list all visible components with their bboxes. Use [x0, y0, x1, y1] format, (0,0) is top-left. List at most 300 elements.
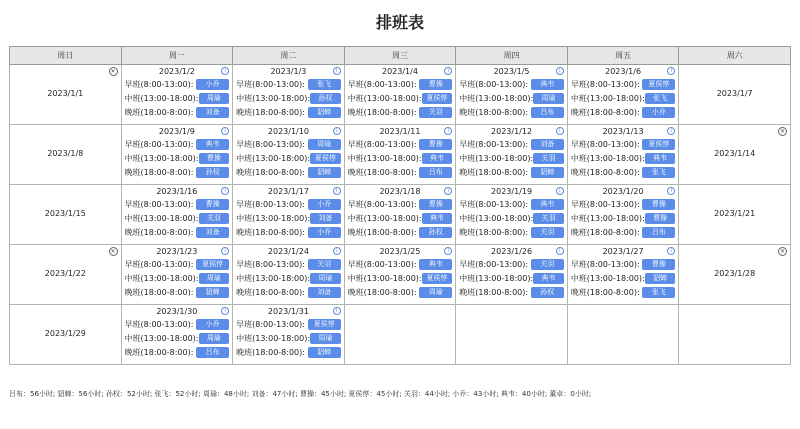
shift-row [456, 77, 567, 91]
weekday-header: 周六 [679, 47, 791, 65]
shift-label: 晚班(18:00-8:00): [459, 107, 529, 117]
staff-button[interactable]: 典韦 [419, 259, 452, 270]
staff-button[interactable]: 刘备 [308, 287, 341, 298]
staff-button[interactable]: 关羽 [199, 213, 230, 224]
info-circle-icon[interactable]: i [221, 127, 229, 135]
workday-cell [233, 65, 345, 125]
staff-button[interactable]: 曹操 [642, 199, 675, 210]
day-date: 2023/1/17 [267, 187, 309, 196]
schedule-calendar [9, 46, 791, 365]
shift-row [568, 225, 679, 239]
info-circle-icon[interactable]: i [333, 67, 341, 75]
info-circle-icon[interactable]: i [221, 247, 229, 255]
shift-row [456, 257, 567, 271]
staff-button[interactable]: 夏侯惇 [422, 93, 453, 104]
shift-label: 中班(13:00-18:00): [124, 333, 199, 343]
day-date: 2023/1/23 [156, 247, 198, 256]
day-date: 2023/1/5 [493, 67, 530, 76]
staff-button[interactable]: 张飞 [642, 167, 675, 178]
staff-button[interactable]: 貂蝉 [645, 273, 676, 284]
staff-button[interactable]: 典韦 [531, 79, 564, 90]
workday-cell [344, 245, 456, 305]
shift-label: 晚班(18:00-8:00): [347, 287, 417, 297]
staff-button[interactable]: 小乔 [196, 319, 229, 330]
shift-label: 早班(8:00-13:00): [236, 259, 305, 269]
staff-button[interactable]: 关羽 [533, 153, 564, 164]
shift-label: 中班(13:00-18:00): [124, 213, 199, 223]
day-date: 2023/1/2 [158, 67, 195, 76]
shift-row [345, 257, 456, 271]
shift-row [122, 91, 233, 105]
shift-row [122, 331, 233, 345]
shift-label: 中班(13:00-18:00): [570, 273, 645, 283]
staff-button[interactable]: 周瑜 [199, 333, 230, 344]
staff-button[interactable]: 吕布 [642, 227, 675, 238]
shift-label: 晚班(18:00-8:00): [347, 107, 417, 117]
day-date: 2023/1/13 [602, 127, 644, 136]
staff-button[interactable]: 貂蝉 [308, 107, 341, 118]
shift-row [456, 105, 567, 119]
shift-label: 中班(13:00-18:00): [236, 273, 311, 283]
shift-row [122, 197, 233, 211]
weekend-date: 2023/1/28 [714, 269, 756, 278]
workday-cell [233, 245, 345, 305]
staff-button[interactable]: 周瑜 [308, 139, 341, 150]
shift-row [122, 271, 233, 285]
shift-row [233, 345, 344, 359]
shift-row [345, 211, 456, 225]
shift-label: 中班(13:00-18:00): [124, 93, 199, 103]
day-date: 2023/1/11 [379, 127, 421, 136]
staff-button[interactable]: 周瑜 [199, 93, 230, 104]
day-date: 2023/1/24 [267, 247, 309, 256]
shift-label: 早班(8:00-13:00): [236, 199, 305, 209]
day-date: 2023/1/4 [382, 67, 418, 76]
staff-button[interactable]: 周瑜 [310, 333, 341, 344]
workday-cell [121, 125, 233, 185]
staff-button[interactable]: 貂蝉 [531, 167, 564, 178]
shift-row [233, 271, 344, 285]
shift-row [122, 165, 233, 179]
info-circle-icon[interactable]: i [556, 187, 564, 195]
shift-row [456, 285, 567, 299]
shift-row [122, 345, 233, 359]
staff-button[interactable]: 刘备 [196, 107, 229, 118]
day-date: 2023/1/3 [270, 67, 307, 76]
staff-button[interactable]: 典韦 [422, 153, 453, 164]
weekday-header: 周五 [567, 47, 679, 65]
shift-label: 晚班(18:00-8:00): [570, 287, 640, 297]
shift-label: 中班(13:00-18:00): [347, 273, 422, 283]
info-circle-icon[interactable]: i [444, 127, 452, 135]
weekend-cell [679, 245, 791, 305]
shift-label: 晚班(18:00-8:00): [236, 167, 305, 177]
weekend-cell [679, 65, 791, 125]
weekend-cell [10, 65, 122, 125]
workday-cell [233, 125, 345, 185]
shift-row [233, 165, 344, 179]
staff-button[interactable]: 关羽 [531, 227, 564, 238]
shift-label: 早班(8:00-13:00): [124, 79, 194, 89]
info-circle-icon[interactable]: i [221, 187, 229, 195]
staff-button[interactable]: 貂蝉 [308, 347, 341, 358]
shift-row [456, 197, 567, 211]
shift-row [233, 197, 344, 211]
weekend-date: 2023/1/7 [716, 89, 753, 98]
shift-row [233, 91, 344, 105]
day-date: 2023/1/10 [267, 127, 309, 136]
staff-button[interactable]: 吕布 [419, 167, 452, 178]
staff-button[interactable]: 典韦 [196, 139, 229, 150]
weekday-header: 周二 [233, 47, 345, 65]
staff-button[interactable]: 关羽 [308, 259, 341, 270]
day-date: 2023/1/27 [602, 247, 644, 256]
staff-button[interactable]: 典韦 [531, 199, 564, 210]
close-circle-icon[interactable]: ✕ [779, 128, 786, 135]
info-circle-icon[interactable]: i [333, 247, 341, 255]
staff-button[interactable]: 孙权 [531, 287, 564, 298]
staff-button[interactable]: 夏侯惇 [642, 139, 675, 150]
shift-label: 晚班(18:00-8:00): [124, 227, 194, 237]
shift-label: 晚班(18:00-8:00): [459, 287, 529, 297]
week-row [10, 65, 791, 125]
shift-label: 中班(13:00-18:00): [236, 153, 311, 163]
staff-button[interactable]: 典韦 [645, 153, 676, 164]
staff-button[interactable]: 夏侯惇 [642, 79, 675, 90]
staff-button[interactable]: 张飞 [642, 287, 675, 298]
weekend-date: 2023/1/22 [44, 269, 86, 278]
day-date: 2023/1/19 [491, 187, 533, 196]
shift-row [122, 151, 233, 165]
day-date: 2023/1/18 [379, 187, 421, 196]
weekday-header-row [10, 47, 791, 65]
staff-button[interactable]: 夏侯惇 [422, 273, 453, 284]
day-date: 2023/1/20 [602, 187, 644, 196]
shift-row [233, 285, 344, 299]
shift-label: 早班(8:00-13:00): [124, 259, 194, 269]
info-circle-icon[interactable]: i [556, 67, 564, 75]
staff-button[interactable]: 曹操 [419, 199, 452, 210]
shift-label: 晚班(18:00-8:00): [236, 347, 305, 357]
info-circle-icon[interactable]: i [556, 247, 564, 255]
staff-button[interactable]: 周瑜 [310, 273, 341, 284]
shift-label: 早班(8:00-13:00): [459, 79, 529, 89]
page-title: 排班表 [375, 13, 424, 32]
weekday-header: 周一 [121, 47, 233, 65]
weekday-header: 周三 [344, 47, 456, 65]
shift-label: 晚班(18:00-8:00): [124, 107, 194, 117]
shift-row [122, 77, 233, 91]
weekday-header: 周四 [456, 47, 568, 65]
shift-row [456, 137, 567, 151]
shift-row [568, 211, 679, 225]
staff-button[interactable]: 刘备 [196, 227, 229, 238]
day-date: 2023/1/31 [267, 307, 309, 316]
workday-cell [121, 185, 233, 245]
shift-label: 中班(13:00-18:00): [347, 153, 422, 163]
shift-row [568, 165, 679, 179]
workday-cell [567, 245, 679, 305]
day-date: 2023/1/16 [156, 187, 198, 196]
shift-label: 中班(13:00-18:00): [236, 333, 311, 343]
shift-row [345, 165, 456, 179]
shift-row [122, 257, 233, 271]
shift-row [122, 285, 233, 299]
day-date: 2023/1/6 [605, 67, 642, 76]
shift-row [233, 331, 344, 345]
staff-button[interactable]: 关羽 [531, 259, 564, 270]
shift-label: 晚班(18:00-8:00): [124, 287, 194, 297]
shift-row [122, 211, 233, 225]
shift-row [233, 105, 344, 119]
day-date: 2023/1/12 [491, 127, 533, 136]
shift-row [233, 317, 344, 331]
staff-button[interactable]: 关羽 [419, 107, 452, 118]
shift-row [233, 137, 344, 151]
shift-label: 早班(8:00-13:00): [570, 259, 640, 269]
shift-label: 中班(13:00-18:00): [459, 273, 534, 283]
shift-row [233, 77, 344, 91]
shift-label: 晚班(18:00-8:00): [124, 167, 194, 177]
shift-label: 晚班(18:00-8:00): [236, 107, 305, 117]
shift-row [568, 257, 679, 271]
shift-label: 晚班(18:00-8:00): [570, 167, 640, 177]
shift-label: 早班(8:00-13:00): [236, 319, 305, 329]
info-circle-icon[interactable]: i [221, 67, 229, 75]
shift-label: 晚班(18:00-8:00): [236, 227, 305, 237]
weekend-cell [10, 185, 122, 245]
shift-row [345, 91, 456, 105]
close-circle-icon[interactable]: ✕ [110, 248, 116, 255]
info-circle-icon[interactable]: i [444, 247, 452, 255]
shift-row [345, 285, 456, 299]
shift-label: 晚班(18:00-8:00): [347, 167, 417, 177]
shift-label: 中班(13:00-18:00): [236, 93, 311, 103]
shift-row [345, 225, 456, 239]
weekend-date: 2023/1/15 [44, 209, 86, 218]
empty-cell [456, 305, 568, 365]
workday-cell [456, 185, 568, 245]
shift-row [568, 91, 679, 105]
workday-cell [233, 305, 345, 365]
weekend-cell [10, 125, 122, 185]
staff-button[interactable]: 典韦 [533, 273, 564, 284]
shift-label: 中班(13:00-18:00): [459, 213, 534, 223]
staff-button[interactable]: 吕布 [531, 107, 564, 118]
workday-cell [567, 125, 679, 185]
week-row [10, 305, 791, 365]
staff-button[interactable]: 张飞 [308, 79, 341, 90]
day-date: 2023/1/25 [379, 247, 421, 256]
close-circle-icon[interactable]: ✕ [779, 248, 786, 255]
shift-label: 早班(8:00-13:00): [459, 199, 529, 209]
shift-label: 早班(8:00-13:00): [124, 139, 194, 149]
weekend-cell [10, 245, 122, 305]
workday-cell [233, 185, 345, 245]
day-date: 2023/1/26 [491, 247, 533, 256]
shift-label: 中班(13:00-18:00): [347, 213, 422, 223]
staff-button[interactable]: 曹操 [196, 199, 229, 210]
workday-cell [567, 65, 679, 125]
shift-label: 早班(8:00-13:00): [570, 79, 640, 89]
shift-row [345, 197, 456, 211]
staff-button[interactable]: 曹操 [645, 213, 676, 224]
shift-row [456, 91, 567, 105]
shift-label: 中班(13:00-18:00): [570, 153, 645, 163]
weekend-date: 2023/1/21 [714, 209, 756, 218]
info-circle-icon[interactable]: i [667, 187, 675, 195]
shift-row [233, 151, 344, 165]
workday-cell [344, 65, 456, 125]
workday-cell [344, 185, 456, 245]
shift-label: 早班(8:00-13:00): [459, 259, 529, 269]
staff-button[interactable]: 小乔 [196, 79, 229, 90]
weekend-date: 2023/1/1 [47, 89, 84, 98]
shift-label: 早班(8:00-13:00): [124, 319, 194, 329]
staff-button[interactable]: 孙权 [196, 167, 229, 178]
shift-label: 中班(13:00-18:00): [236, 213, 311, 223]
shift-row [345, 137, 456, 151]
shift-label: 中班(13:00-18:00): [570, 93, 645, 103]
info-circle-icon[interactable]: i [667, 247, 675, 255]
shift-row [345, 105, 456, 119]
workday-cell [456, 245, 568, 305]
shift-row [568, 151, 679, 165]
week-row [10, 125, 791, 185]
weekend-date: 2023/1/8 [47, 149, 84, 158]
staff-button[interactable]: 夏侯惇 [310, 153, 341, 164]
shift-row [122, 105, 233, 119]
shift-row [568, 197, 679, 211]
staff-button[interactable]: 曹操 [419, 139, 452, 150]
weekend-cell [679, 125, 791, 185]
workday-cell [121, 65, 233, 125]
staff-button[interactable]: 张飞 [645, 93, 676, 104]
workday-cell [344, 125, 456, 185]
empty-cell [679, 305, 791, 365]
staff-button[interactable]: 曹操 [199, 153, 230, 164]
staff-button[interactable]: 关羽 [533, 213, 564, 224]
shift-label: 早班(8:00-13:00): [459, 139, 529, 149]
shift-label: 晚班(18:00-8:00): [347, 227, 417, 237]
shift-label: 早班(8:00-13:00): [570, 139, 640, 149]
shift-row [568, 105, 679, 119]
workday-cell [121, 305, 233, 365]
staff-button[interactable]: 刘备 [531, 139, 564, 150]
shift-row [233, 257, 344, 271]
shift-row [568, 285, 679, 299]
info-circle-icon[interactable]: i [444, 67, 452, 75]
shift-row [456, 165, 567, 179]
staff-button[interactable]: 曹操 [419, 79, 452, 90]
staff-button[interactable]: 刘备 [310, 213, 341, 224]
shift-row [568, 137, 679, 151]
shift-row [568, 77, 679, 91]
shift-label: 晚班(18:00-8:00): [459, 167, 529, 177]
info-circle-icon[interactable]: i [221, 307, 229, 315]
shift-label: 早班(8:00-13:00): [347, 199, 417, 209]
weekend-cell [679, 185, 791, 245]
staff-button[interactable]: 曹操 [642, 259, 675, 270]
workday-cell [456, 125, 568, 185]
info-circle-icon[interactable]: i [667, 127, 675, 135]
staff-button[interactable]: 周瑜 [533, 93, 564, 104]
staff-button[interactable]: 夏侯惇 [196, 259, 229, 270]
staff-button[interactable]: 夏侯惇 [308, 319, 341, 330]
shift-row [233, 225, 344, 239]
staff-button[interactable]: 小乔 [642, 107, 675, 118]
staff-button[interactable]: 貂蝉 [308, 167, 341, 178]
shift-label: 中班(13:00-18:00): [570, 213, 645, 223]
shift-label: 早班(8:00-13:00): [236, 139, 305, 149]
staff-button[interactable]: 小乔 [308, 227, 341, 238]
staff-button[interactable]: 周瑜 [419, 287, 452, 298]
info-circle-icon[interactable]: i [333, 187, 341, 195]
shift-row [345, 151, 456, 165]
shift-row [122, 137, 233, 151]
shift-label: 中班(13:00-18:00): [347, 93, 422, 103]
staff-button[interactable]: 周瑜 [199, 273, 230, 284]
shift-row [456, 211, 567, 225]
shift-row [122, 317, 233, 331]
shift-row [233, 211, 344, 225]
close-circle-icon[interactable]: ✕ [110, 68, 116, 75]
workday-cell [121, 245, 233, 305]
shift-label: 中班(13:00-18:00): [124, 153, 199, 163]
staff-button[interactable]: 吕布 [196, 347, 229, 358]
staff-button[interactable]: 典韦 [422, 213, 453, 224]
week-row [10, 245, 791, 305]
shift-label: 中班(13:00-18:00): [124, 273, 199, 283]
info-circle-icon[interactable]: i [556, 127, 564, 135]
day-date: 2023/1/9 [158, 127, 195, 136]
info-circle-icon[interactable]: i [333, 127, 341, 135]
shift-row [568, 271, 679, 285]
workday-cell [567, 185, 679, 245]
shift-label: 早班(8:00-13:00): [347, 139, 417, 149]
shift-row [345, 77, 456, 91]
week-row [10, 185, 791, 245]
staff-button[interactable]: 貂蝉 [196, 287, 229, 298]
calendar-body [10, 65, 791, 365]
shift-label: 中班(13:00-18:00): [459, 153, 534, 163]
shift-row [345, 271, 456, 285]
weekend-cell [10, 305, 122, 365]
shift-label: 早班(8:00-13:00): [236, 79, 305, 89]
shift-label: 早班(8:00-13:00): [347, 259, 417, 269]
info-circle-icon[interactable]: i [667, 67, 675, 75]
shift-label: 晚班(18:00-8:00): [570, 227, 640, 237]
info-circle-icon[interactable]: i [444, 187, 452, 195]
shift-label: 晚班(18:00-8:00): [236, 287, 305, 297]
workday-cell [456, 65, 568, 125]
weekend-date: 2023/1/29 [44, 329, 86, 338]
shift-row [456, 151, 567, 165]
staff-button[interactable]: 小乔 [308, 199, 341, 210]
shift-label: 早班(8:00-13:00): [124, 199, 194, 209]
staff-button[interactable]: 孙权 [419, 227, 452, 238]
hours-summary: 吕布：56小时; 貂蝉：56小时; 孙权：52小时; 张飞：52小时; 周瑜：48小时; 刘备：47小时; 曹操：45小时; 夏侯惇：45小时; 关羽：44小时; 小乔：43小时; 典韦：40小时; 董卓：0小时; [9, 390, 592, 398]
shift-label: 晚班(18:00-8:00): [570, 107, 640, 117]
staff-button[interactable]: 孙权 [310, 93, 341, 104]
shift-label: 中班(13:00-18:00): [459, 93, 534, 103]
shift-label: 晚班(18:00-8:00): [124, 347, 194, 357]
weekday-header: 周日 [10, 47, 122, 65]
shift-label: 早班(8:00-13:00): [570, 199, 640, 209]
shift-label: 早班(8:00-13:00): [347, 79, 417, 89]
info-circle-icon[interactable]: i [333, 307, 341, 315]
day-date: 2023/1/30 [156, 307, 198, 316]
